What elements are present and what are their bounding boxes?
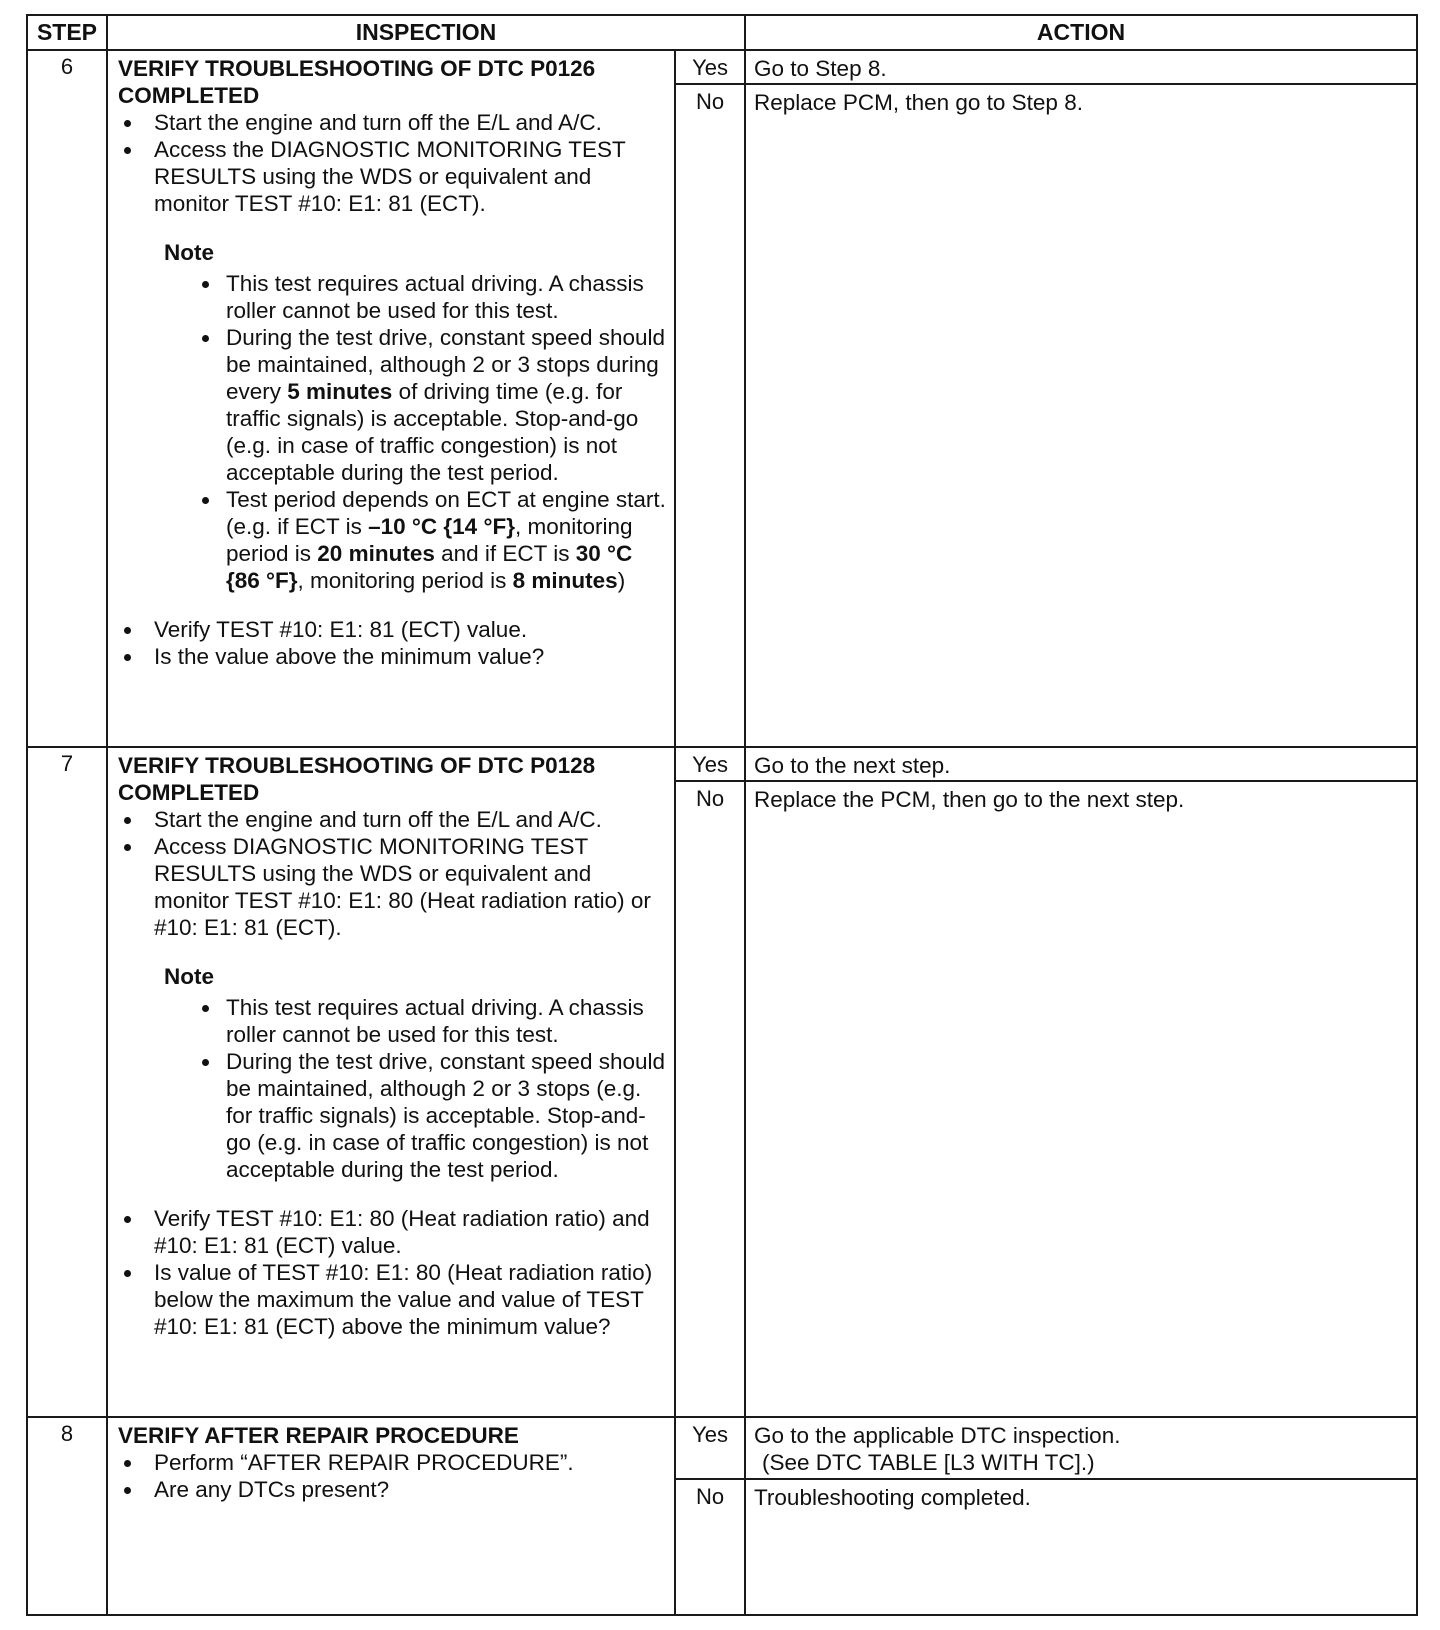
list-item: • Access DIAGNOSTIC MONITORING TEST RESULTS using the WDS or equivalent and monitor TEST #10: E1: 80 (Heat radiation ratio) or #10: E1: 81 (ECT). [144,833,668,941]
note-list [118,994,668,1183]
table-row [27,50,1417,84]
list-item: • Is value of TEST #10: E1: 80 (Heat radiation ratio) below the maximum the value and value of TEST #10: E1: 81 (ECT) above the minimum value? [144,1259,668,1340]
emphasis-text: 5 minutes [287,379,393,404]
list-item [222,486,668,594]
inspection-title: VERIFY AFTER REPAIR PROCEDURE [118,1423,519,1448]
emphasis-text: 20 minutes [317,541,435,566]
note-text: and if ECT is [434,541,576,566]
yes-action: Go to the next step. [745,747,1417,781]
yes-action: Go to the applicable DTC inspection. [754,1423,1121,1448]
note-list [118,270,668,594]
note-heading: Note [164,240,214,265]
inspection-title: VERIFY TROUBLESHOOTING OF DTC P0128 COMPLETED [118,753,596,805]
note-text: ) [617,568,626,593]
list-item: • Start the engine and turn off the E/L and A/C. [144,806,668,833]
list-item: • This test requires actual driving. A chassis roller cannot be used for this test. [222,270,668,324]
inspection-title: VERIFY TROUBLESHOOTING OF DTC P0126 COMPLETED [118,56,596,108]
yes-label: Yes [675,50,745,84]
list-item: • Perform “AFTER REPAIR PROCEDURE”. [144,1449,668,1476]
emphasis-text: 30 °C {86 °F} [226,541,633,593]
bullet-list [118,806,668,941]
list-item: • Is the value above the minimum value? [144,643,668,670]
list-item: • Access the DIAGNOSTIC MONITORING TEST RESULTS using the WDS or equivalent and monitor TEST #10: E1: 81 (ECT). [144,136,668,217]
note-text: Test period depends on ECT at engine start. (e.g. if ECT is [226,487,666,539]
step-number: 8 [27,1417,107,1615]
no-action: Replace the PCM, then go to the next step. [745,781,1417,1417]
no-label: No [675,1479,745,1615]
no-action: Troubleshooting completed. [745,1479,1417,1615]
list-item: • During the test drive, constant speed should be maintained, although 2 or 3 stops (e.g. for traffic signals) is acceptable. Stop-and-go (e.g. in case of traffic congestion) is not acceptable during the test period. [222,1048,668,1183]
bullet-list [118,616,668,670]
list-item: • Start the engine and turn off the E/L and A/C. [144,109,668,136]
emphasis-text: 8 minutes [512,568,618,593]
no-label: No [675,84,745,747]
header-step: STEP [27,15,107,50]
yes-action: Go to Step 8. [745,50,1417,84]
note-text: During the test drive, constant speed should be maintained, although 2 or 3 stops during every [226,325,666,404]
table-row [27,1417,1417,1479]
table-row [27,747,1417,781]
inspection-cell [107,1417,675,1615]
note-text: of driving time (e.g. for traffic signals) is acceptable. Stop-and-go (e.g. in case of traffic congestion) is not acceptable during the test period. [226,379,639,485]
note-text: , monitoring period is [297,568,513,593]
no-label: No [675,781,745,1417]
header-action: ACTION [745,15,1417,50]
note-text: , monitoring period is [226,514,633,566]
step-number: 7 [27,747,107,1417]
list-item [222,324,668,486]
header-inspection: INSPECTION [107,15,745,50]
emphasis-text: –10 °C {14 °F} [368,514,515,539]
header-row [27,15,1417,50]
inspection-table [26,14,1418,1616]
no-action: Replace PCM, then go to Step 8. [745,84,1417,747]
yes-action-reference: (See DTC TABLE [L3 WITH TC].) [762,1450,1095,1475]
bullet-list [118,109,668,217]
yes-label: Yes [675,1417,745,1479]
yes-label: Yes [675,747,745,781]
inspection-cell [107,50,675,747]
yes-action-cell [745,1417,1417,1479]
note-heading: Note [164,964,214,989]
bullet-list [118,1205,668,1340]
list-item: • Verify TEST #10: E1: 81 (ECT) value. [144,616,668,643]
list-item: • Are any DTCs present? [144,1476,668,1503]
step-number: 6 [27,50,107,747]
list-item: • Verify TEST #10: E1: 80 (Heat radiation ratio) and #10: E1: 81 (ECT) value. [144,1205,668,1259]
inspection-cell [107,747,675,1417]
bullet-list [118,1449,668,1503]
list-item: • This test requires actual driving. A chassis roller cannot be used for this test. [222,994,668,1048]
